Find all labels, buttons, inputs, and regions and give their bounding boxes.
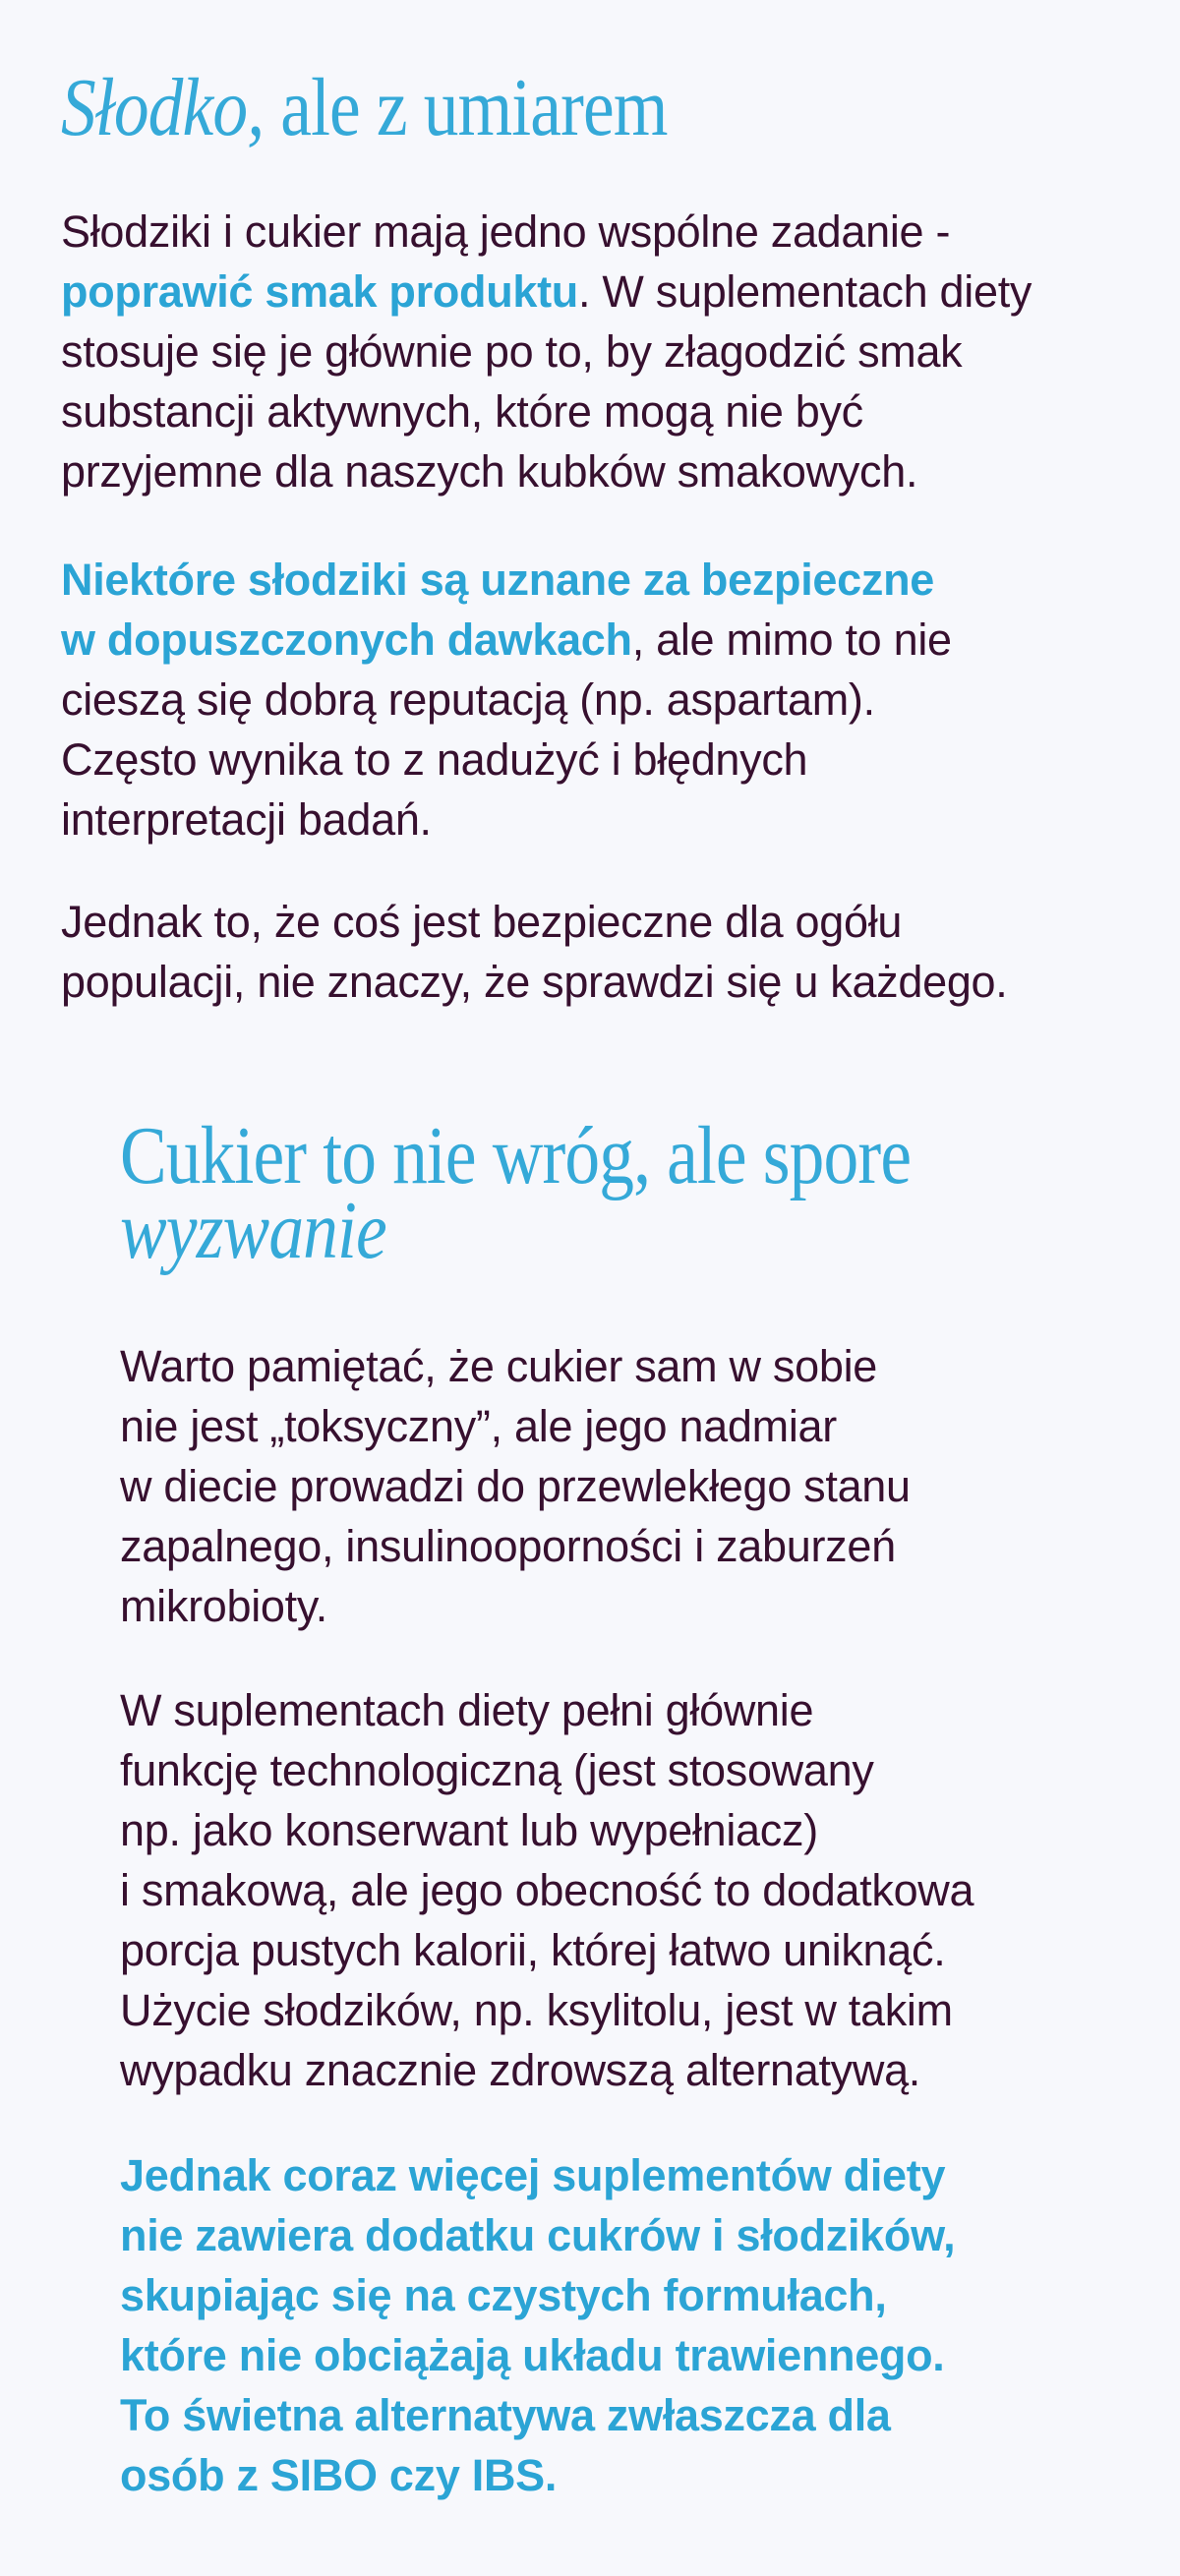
text-run: stosuje się je głównie po to, by złagodzić smak bbox=[61, 326, 963, 377]
paragraph-safety bbox=[61, 550, 952, 849]
paragraph-clean-formulas bbox=[120, 2145, 955, 2505]
text-line bbox=[61, 381, 1032, 441]
text-run: Często wynika to z nadużyć i błędnych bbox=[61, 734, 808, 785]
title-italic-part: Słodko, bbox=[61, 62, 265, 153]
text-run: porcja pustych kalorii, której łatwo uniknąć. bbox=[120, 1925, 946, 1975]
text-line bbox=[120, 1456, 911, 1516]
text-run: mikrobioty. bbox=[120, 1581, 327, 1631]
text-run: substancji aktywnych, które mogą nie być bbox=[61, 386, 863, 437]
text-run: nie jest „toksyczny”, ale jego nadmiar bbox=[120, 1401, 837, 1451]
text-line bbox=[120, 2040, 974, 2100]
text-line bbox=[61, 262, 1032, 322]
text-line bbox=[61, 202, 1032, 262]
title-line bbox=[120, 1110, 912, 1201]
title-regular-part: Cukier to nie wróg, ale spore bbox=[120, 1110, 912, 1201]
text-line bbox=[61, 790, 952, 849]
highlight-run: Niektóre słodziki są uznane za bezpieczne bbox=[61, 555, 934, 605]
text-line bbox=[61, 892, 1008, 952]
text-run: funkcję technologiczną (jest stosowany bbox=[120, 1745, 874, 1795]
text-run: , ale mimo to nie bbox=[631, 615, 952, 665]
text-run: Użycie słodzików, np. ksylitolu, jest w takim bbox=[120, 1985, 953, 2035]
text-line bbox=[61, 670, 952, 730]
text-run: i smakową, ale jego obecność to dodatkowa bbox=[120, 1865, 974, 1915]
highlight-run: To świetna alternatywa zwłaszcza dla bbox=[120, 2390, 891, 2440]
text-line bbox=[120, 1860, 974, 1920]
highlight-run: które nie obciążają układu trawiennego. bbox=[120, 2330, 945, 2380]
text-line bbox=[120, 2265, 955, 2325]
highlight-run: osób z SIBO czy IBS. bbox=[120, 2450, 558, 2500]
text-line bbox=[120, 1800, 974, 1860]
text-run: Jednak to, że coś jest bezpieczne dla ogółu bbox=[61, 897, 903, 947]
text-line bbox=[120, 1680, 974, 1740]
paragraph-sugar-toxicity bbox=[120, 1336, 911, 1636]
text-run: cieszą się dobrą reputacją (np. aspartam). bbox=[61, 674, 875, 725]
text-line bbox=[120, 2205, 955, 2265]
text-line bbox=[61, 952, 1008, 1012]
section-title-sugar bbox=[120, 1110, 912, 1276]
text-line bbox=[61, 441, 1032, 501]
text-run: Słodziki i cukier mają jedno wspólne zadanie - bbox=[61, 206, 951, 257]
text-line bbox=[120, 2325, 955, 2385]
text-run: interpretacji badań. bbox=[61, 794, 432, 845]
text-line bbox=[61, 322, 1032, 381]
text-run: w diecie prowadzi do przewlekłego stanu bbox=[120, 1461, 911, 1511]
text-run: populacji, nie znaczy, że sprawdzi się u każdego. bbox=[61, 957, 1008, 1007]
text-line bbox=[120, 2145, 955, 2205]
highlight-run: poprawić smak produktu bbox=[61, 266, 578, 317]
text-run: W suplementach diety pełni głównie bbox=[120, 1685, 814, 1735]
title-line bbox=[120, 1185, 911, 1276]
highlight-run: nie zawiera dodatku cukrów i słodzików, bbox=[120, 2210, 956, 2260]
text-run: . W suplementach diety bbox=[578, 266, 1032, 317]
paragraph-intro bbox=[61, 202, 1032, 501]
text-line bbox=[120, 1920, 974, 1980]
text-run: przyjemne dla naszych kubków smakowych. bbox=[61, 446, 918, 497]
text-run: zapalnego, insulinooporności i zaburzeń bbox=[120, 1521, 896, 1571]
title-italic-part: wyzwanie bbox=[120, 1185, 386, 1276]
title-regular-part: ale z umiarem bbox=[264, 62, 668, 153]
text-run: Warto pamiętać, że cukier sam w sobie bbox=[120, 1341, 878, 1391]
text-line bbox=[120, 1516, 911, 1576]
text-line bbox=[120, 2385, 955, 2445]
text-run: np. jako konserwant lub wypełniacz) bbox=[120, 1805, 818, 1855]
text-line bbox=[120, 1980, 974, 2040]
highlight-run: skupiając się na czystych formułach, bbox=[120, 2270, 887, 2320]
text-line bbox=[120, 1740, 974, 1800]
text-run: wypadku znacznie zdrowszą alternatywą. bbox=[120, 2045, 921, 2095]
text-line bbox=[61, 730, 952, 790]
text-line bbox=[120, 1336, 911, 1396]
text-line bbox=[120, 1396, 911, 1456]
highlight-run: Jednak coraz więcej suplementów diety bbox=[120, 2150, 946, 2200]
paragraph-population bbox=[61, 892, 1008, 1012]
section-title-sweeteners bbox=[61, 62, 668, 153]
text-line bbox=[61, 550, 952, 610]
text-line bbox=[120, 1576, 911, 1636]
text-line bbox=[120, 2445, 955, 2505]
paragraph-sugar-function bbox=[120, 1680, 974, 2100]
highlight-run: w dopuszczonych dawkach bbox=[61, 615, 632, 665]
text-line bbox=[61, 610, 952, 670]
